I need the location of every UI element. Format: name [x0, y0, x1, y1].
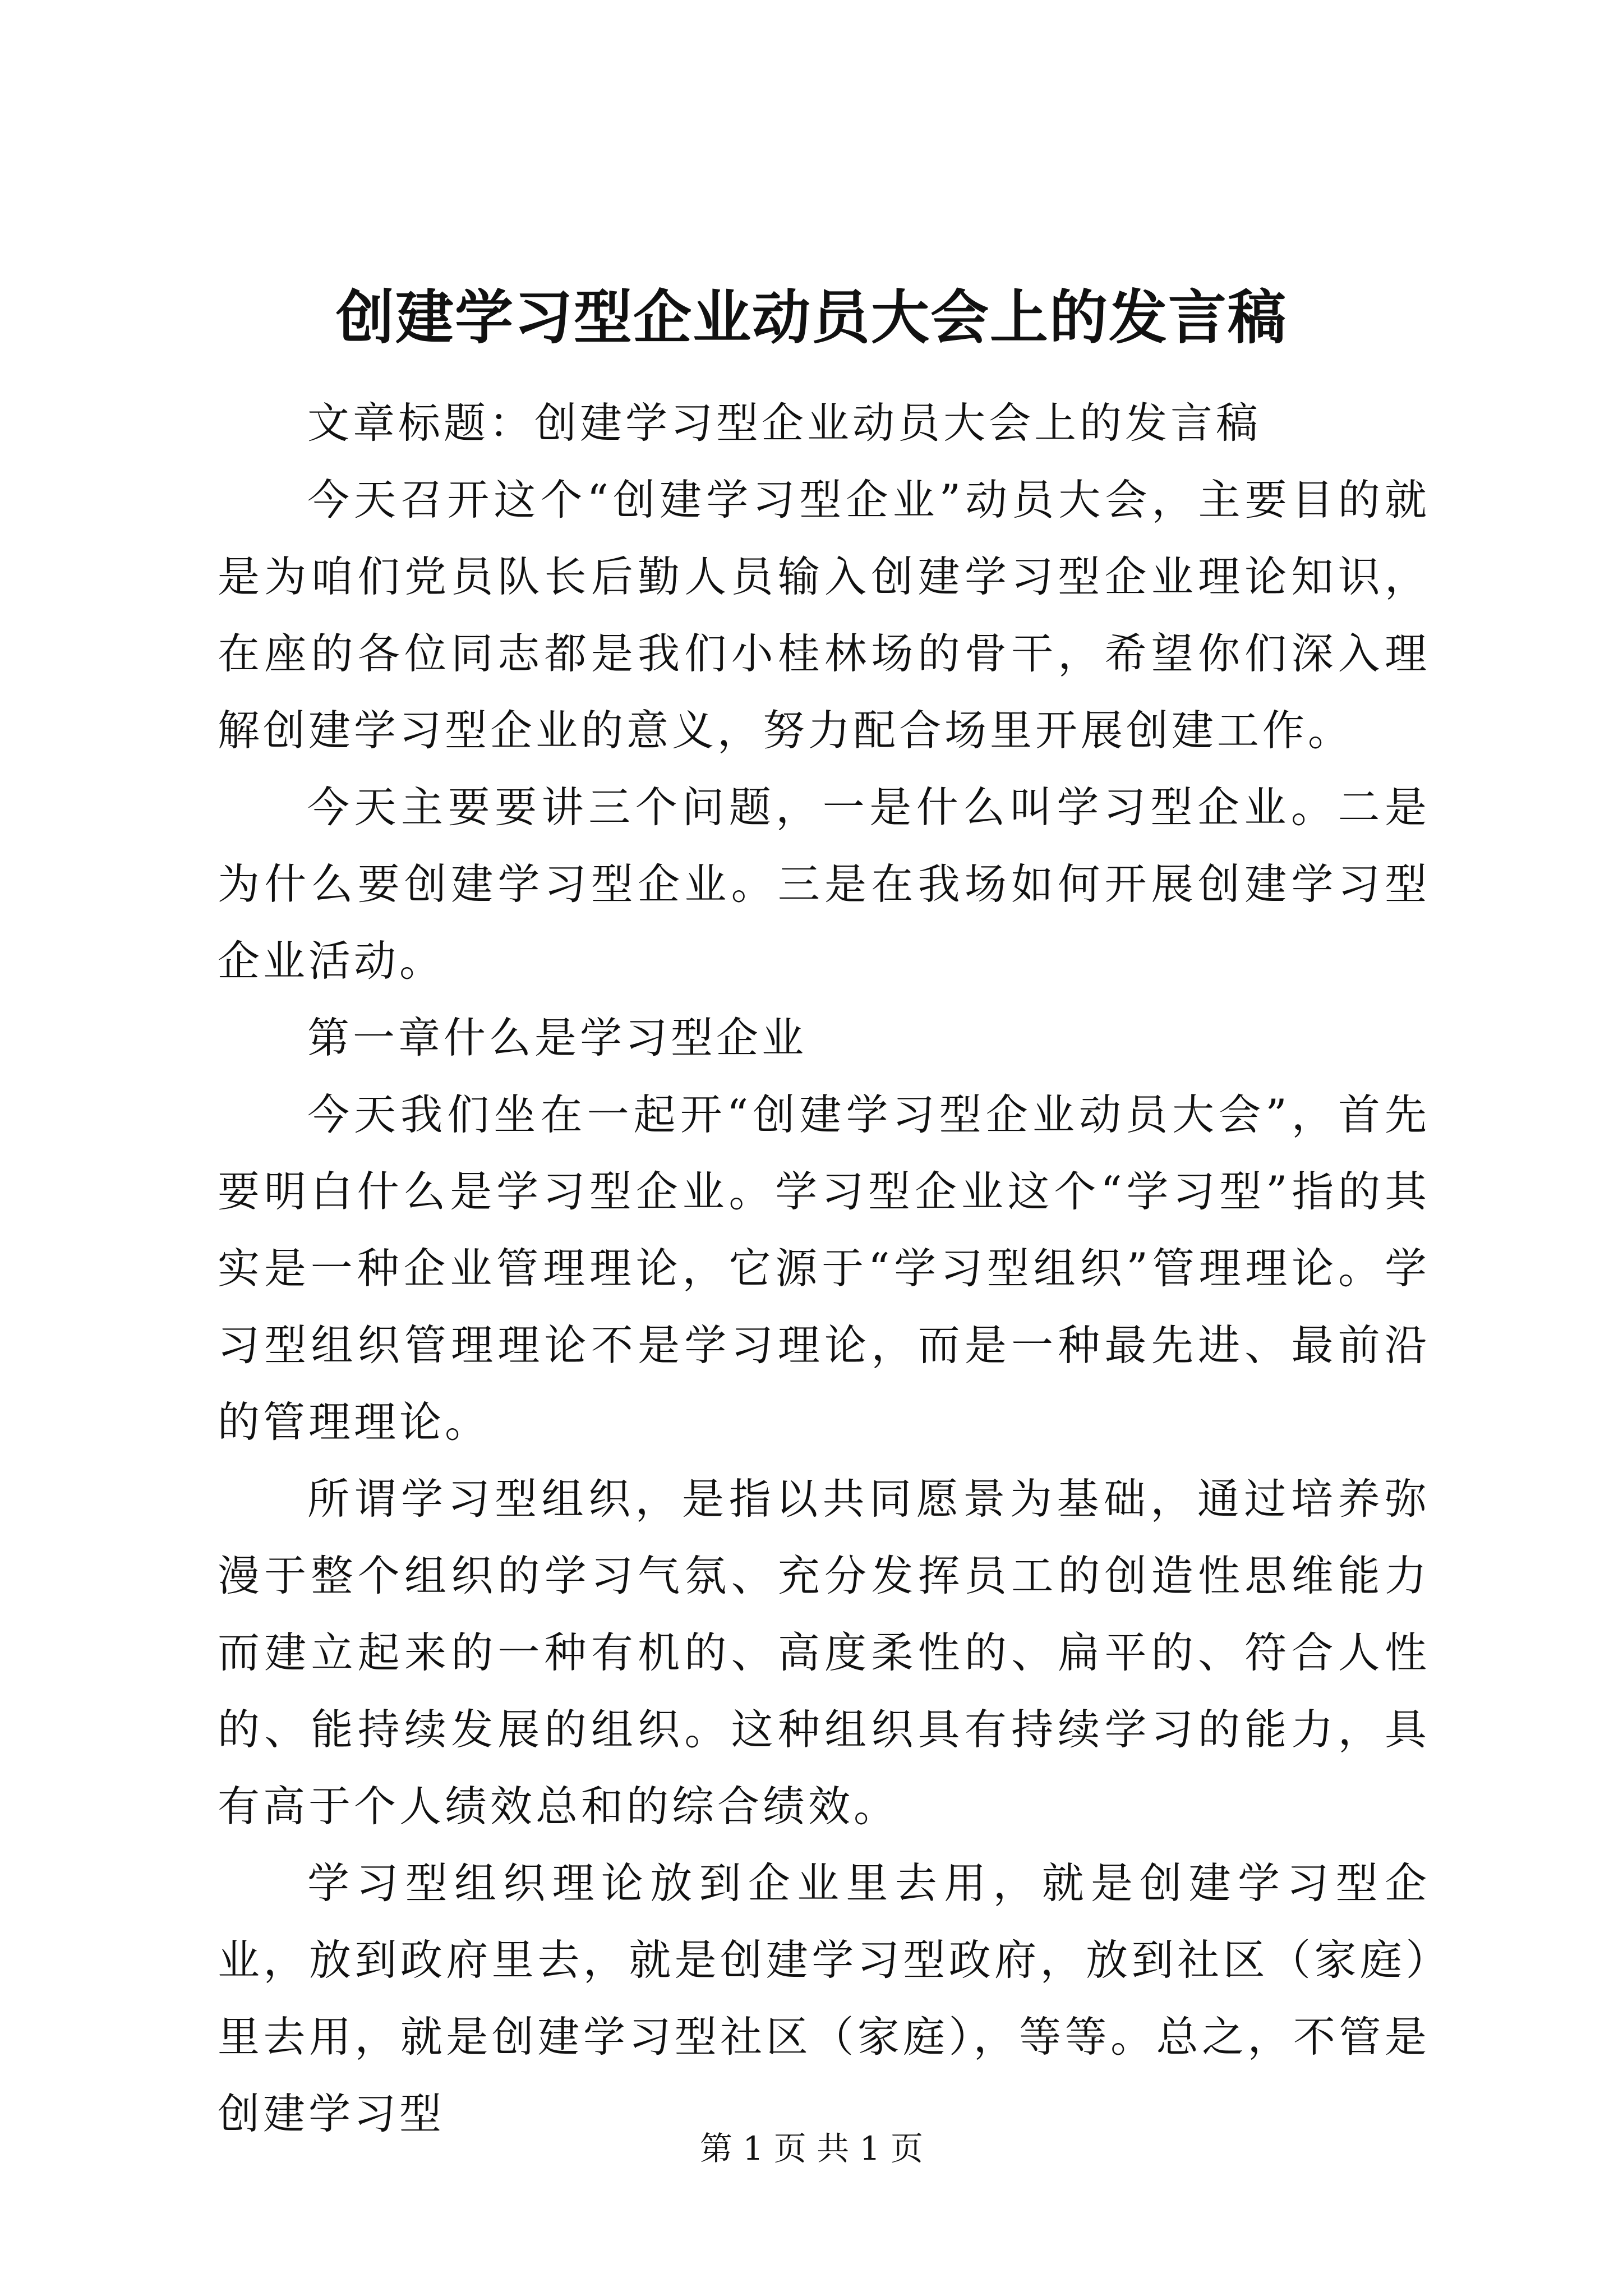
paragraph-article-title: 文章标题：创建学习型企业动员大会上的发言稿 [307, 398, 1262, 448]
paragraph-definition: 今天我们坐在一起开“创建学习型企业动员大会”，首先要明白什么是学习型企业。学习型企业这个“学习型”指的其实是一种企业管理理论，它源于“学习型组织”管理理论。学习型组织管理理论不是学习理论，而是一种最先进、最前沿的管理理论。 [218, 1090, 1430, 1447]
paragraph-application: 学习型组织理论放到企业里去用，就是创建学习型企业，放到政府里去，就是创建学习型政府，放到社区（家庭）里去用，就是创建学习型社区（家庭），等等。总之，不管是创建学习型 [218, 1858, 1430, 2138]
document-body [218, 385, 1430, 2152]
document-title: 创建学习型企业动员大会上的发言稿 [335, 283, 1287, 352]
paragraph-three-questions: 今天主要要讲三个问题，一是什么叫学习型企业。二是为什么要创建学习型企业。三是在我场如何开展创建学习型企业活动。 [218, 783, 1430, 986]
paragraph-intro: 今天召开这个“创建学习型企业”动员大会，主要目的就是为咱们党员队长后勤人员输入创建学习型企业理论知识，在座的各位同志都是我们小桂林场的骨干，希望你们深入理解创建学习型企业的意义，努力配合场里开展创建工作。 [218, 475, 1430, 755]
page-footer: 第 1 页 共 1 页 [700, 2129, 923, 2168]
chapter-heading: 第一章什么是学习型企业 [307, 1013, 808, 1062]
paragraph-learning-organization: 所谓学习型组织，是指以共同愿景为基础，通过培养弥漫于整个组织的学习气氛、充分发挥员工的创造性思维能力而建立起来的一种有机的、高度柔性的、扁平的、符合人性的、能持续发展的组织。这种组织具有持续学习的能力，具有高于个人绩效总和的综合绩效。 [218, 1474, 1430, 1831]
